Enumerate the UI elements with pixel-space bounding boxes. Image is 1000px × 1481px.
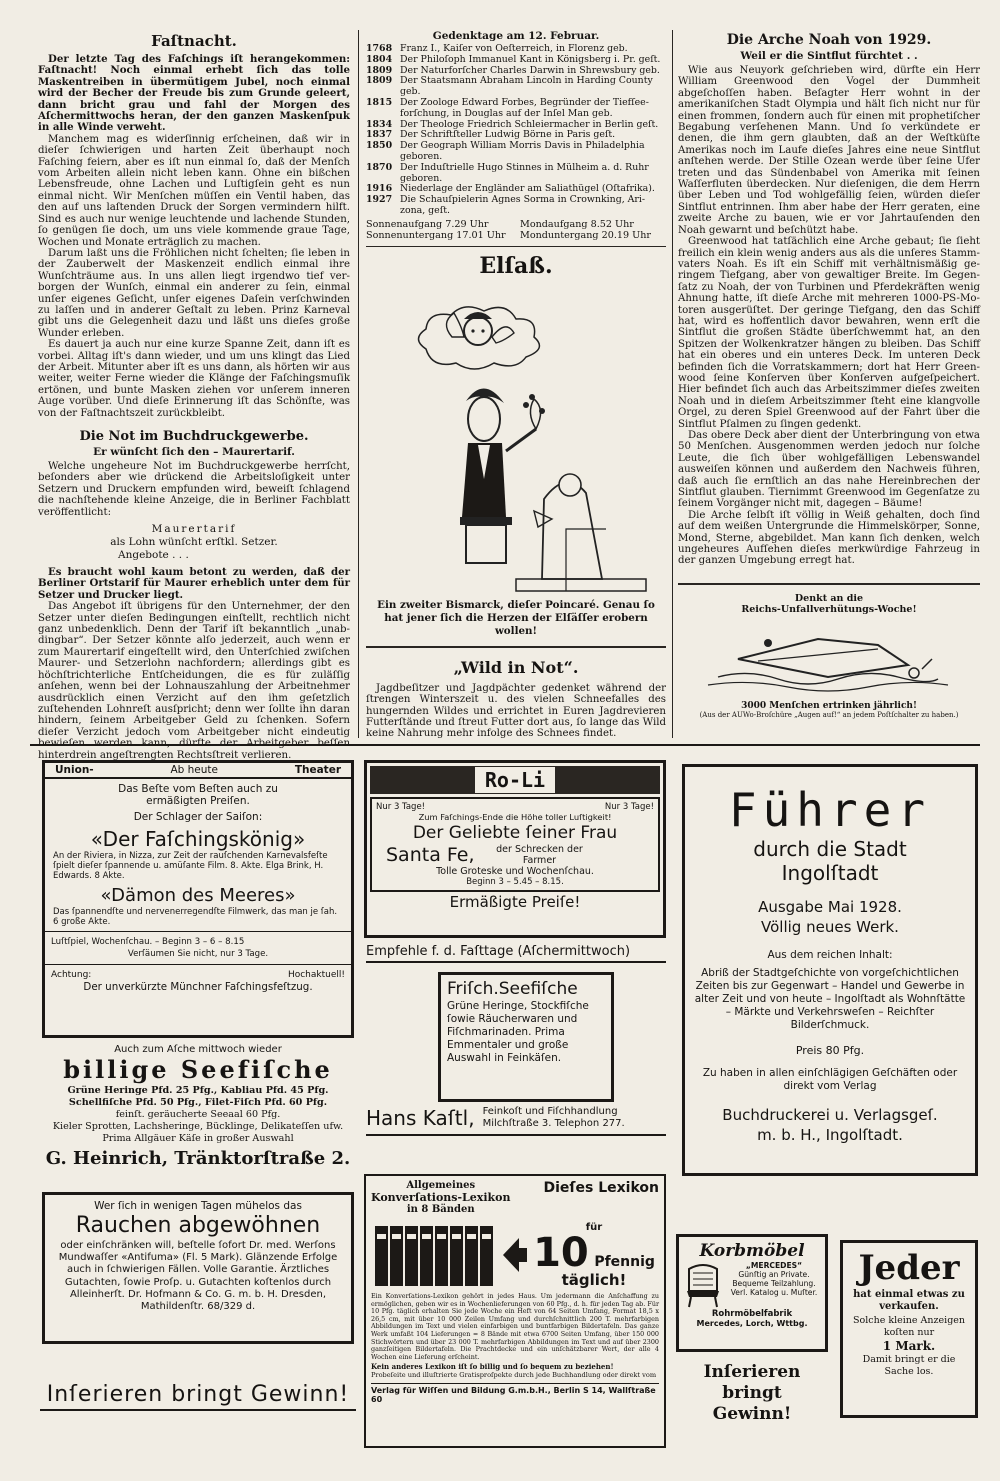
- union-film-title: «Dämon des Meeres»: [100, 885, 296, 906]
- roli-inner: [370, 797, 660, 892]
- article-title-arche: Die Arche Noah von 1929.: [726, 32, 932, 48]
- sunrise-time: Sonnenaufgang 7.29 Uhr: [366, 218, 489, 230]
- gedenktag-text: Der Schriftſteller Ludwig Börne in Paris geſt.: [400, 129, 616, 141]
- gedenktag-row: [366, 55, 666, 66]
- cartoon-caption: Ein zweiter Bismarck, dieſer Poincaré. Genau ſo hat jener ſich die Herzen der Elſäſſer erobern wollen!: [377, 598, 655, 637]
- ad-heinrich: [40, 1044, 356, 1171]
- ad-ro-li: [364, 760, 666, 938]
- union-line: Das Beſte vom Beſten auch zu: [118, 783, 278, 795]
- ad-inserieren-small: [676, 1362, 828, 1425]
- union-film-desc: Das ſpannendſte und nervenerregendſte Filmwerk, das man je ſah. 6 große Akte.: [53, 907, 338, 927]
- gedenktag-year: 1850: [366, 140, 393, 152]
- paragraph: Das obere Deck aber dient der Unterbringung von etwa 50 Menſchen. Ausgenommen werden jedoch nur ſolche Leute, die ſich über wohlgefälligen Lebenswandel ausweiſen können und außerdem den Nachweis führen, daß auch ſie ernſtlich an das nahe Hereinbrechen der Sintflut glauben. Tiernimmt Greenwood im Gegenſatze zu ſeinem Vorgänger nicht mit, dagegen – Bäume!: [678, 430, 980, 510]
- gedenktag-row: [366, 195, 666, 217]
- fuehrer-line: Ausgabe Mai 1928.: [758, 898, 902, 916]
- roli-days: Nur 3 Tage!: [604, 802, 654, 812]
- union-header-right: Theater: [294, 764, 341, 776]
- union-line: ermäßigten Preiſen.: [146, 795, 250, 807]
- gedenktag-text: Der Philoſoph Immanuel Kant in Königsberg i. Pr. geſt.: [400, 53, 661, 65]
- unfallwoche-head: [678, 593, 980, 615]
- gedenktag-text: Der Zoologe Edward Forbes, Begründer der Tiefſeeforſchung, in Douglas auf der Inſel Man geb.: [400, 96, 649, 119]
- inserieren-line: Gewinn!: [712, 1404, 792, 1424]
- roli-tagline: Zum Faſchings-Ende die Höhe toller Luſtigkeit!: [418, 812, 612, 822]
- fuehrer-line: durch die Stadt: [753, 837, 907, 861]
- jeder-line: Solche kleine Anzeigen: [852, 1315, 966, 1326]
- gedenktag-text: Der Theologe Friedrich Schleiermacher in Berlin geſt.: [400, 118, 659, 130]
- gedenktag-text: Der Staatsmann Abraham Lincoln in Harding County geb.: [400, 75, 653, 98]
- quoted-ad: [38, 523, 350, 562]
- ad-seefische: [438, 972, 614, 1102]
- roli-title: Ro-Li: [475, 767, 555, 793]
- drowning-illustration: [678, 619, 980, 699]
- roli-days: Nur 3 Tage!: [376, 802, 426, 812]
- union-header: [45, 763, 351, 779]
- roli-line: Beginn 3 – 5.45 – 8.15.: [466, 877, 564, 887]
- korb-line: Mercedes, Lorch, Wttbg.: [696, 1319, 808, 1328]
- union-line: Hochaktuell!: [287, 970, 345, 980]
- jeder-line: verkaufen.: [879, 1301, 939, 1312]
- lexikon-for: für: [585, 1221, 603, 1233]
- heinrich-signature: G. Heinrich, Tränktorſtraße 2.: [45, 1148, 351, 1169]
- gedenktag-row: [366, 98, 666, 120]
- union-line: Der Schlager der Saiſon:: [133, 811, 263, 823]
- heinrich-line: Prima Allgäuer Käſe in großer Auswahl: [102, 1133, 294, 1144]
- lexikon-text: Probeſeite und illuſtrierte Gratisproſpekte durch jede Buchhandlung oder direkt vom: [371, 1371, 657, 1380]
- paragraph: Die Arche ſelbſt iſt völlig in Weiß gehalten, doch ſind auf dem weißen Untergrunde die Himmelskörper, Sonne, Mond, Sterne, abgebildet. Man kann ſich denken, welch ungeheures Aufſehen dieſes merkwürdige Fahrzeug in der ganzen Umgebung erregt hat.: [678, 509, 980, 567]
- seefische-title: Friſch.Seefiſche: [447, 979, 578, 999]
- lexikon-head: Konverſations-Lexikon: [371, 1191, 511, 1204]
- jeder-line: Sache los.: [884, 1366, 934, 1377]
- arrow-icon: [501, 1230, 529, 1280]
- column-divider: [672, 30, 673, 738]
- fuehrer-contents: Abriß der Stadtgeſchichte von vorgeſchichtlichen Zeiten bis zur Gegenwart – Handel und Gewerbe in alter Zeit und von heute – Ingolſtadt als Wohnſtätte – Märkte und Verkehrsweſen – Reichſter Bilderſchmuck.: [694, 967, 966, 1031]
- jeder-line: hat einmal etwas zu: [853, 1289, 965, 1300]
- quoted-ad-line: Maurertarif: [151, 523, 237, 536]
- jeder-line: koſten nur: [883, 1327, 935, 1338]
- gedenktag-year: 1768: [366, 43, 393, 54]
- union-line: Verſäumen Sie nicht, nur 3 Tage.: [127, 949, 269, 959]
- chair-icon: [683, 1261, 723, 1309]
- gedenktag-year: 1809: [366, 75, 393, 87]
- gedenktag-text: Der Induſtrielle Hugo Stinnes in Mülheim a. d. Ruhr geboren.: [400, 161, 649, 184]
- paragraph: Welche ungeheure Not im Buchdruckgewerbe herrſcht, beſonders aber wie drückend die Arbeitsloſigkeit unter Setzern und Druckern empfunden wird, beweiſt ſchlagend die nachſtehende kleine Anzeige, die in Berliner Fachblatt veröffentlicht:: [38, 461, 350, 518]
- union-header-mid: Ab heute: [170, 764, 219, 776]
- union-header-left: Union-: [55, 764, 94, 776]
- fuehrer-line: Aus dem reichen Inhalt:: [767, 949, 893, 961]
- lexikon-publisher: Verlag für Wiſſen und Bildung G.m.b.H., Berlin S 14, Wallſtraße 60: [371, 1383, 659, 1404]
- lexikon-head: in 8 Bänden: [406, 1204, 475, 1215]
- gedenktag-year: 1870: [366, 161, 393, 173]
- roli-prices: Ermäßigte Preiſe!: [449, 893, 581, 911]
- union-film-desc: An der Riviera, in Nizza, zur Zeit der rauſchenden Karnevalsfeſte ſpielt dieſer ſpannende u. amüſante Film. 8. Akte. Elga Brink, H. Edwards. 8 Akte.: [53, 851, 328, 881]
- jeder-line: Damit bringt er die: [862, 1354, 956, 1365]
- heinrich-line: Kieler Sprotten, Lachsheringe, Bücklinge, Delikateſſen ufw.: [52, 1121, 344, 1132]
- union-body: [45, 779, 351, 993]
- heinrich-line: Auch zum Aſche mittwoch wieder: [114, 1044, 282, 1055]
- rauchen-line: Wer ſich in wenigen Tagen mühelos das: [94, 1200, 302, 1212]
- paragraph: Jagdbeſitzer und Jagdpächter gedenket während der ſtrengen Winterszeit u. des vielen Schneefalles des hungernden Wildes und errichtet in Euren Jagdrevieren Futterſtände und ſtreut Futter dort aus, ſo lange das Wild keine Nahrung mehr infolge des Schnees findet.: [366, 682, 666, 740]
- korb-line: Verl. Katalog u. Muſter.: [730, 1288, 818, 1297]
- cartoon-illustration: [366, 279, 666, 599]
- fuehrer-publisher: m. b. H., Ingolſtadt.: [757, 1126, 903, 1144]
- column-2: [366, 30, 666, 740]
- paragraph: Wie aus Neuyork geſchrieben wird, dürfte ein Herr William Greenwood den Vogel der Dummheit abgeſchoſſen haben. Beſagter Herr wohnt in der amerikaniſchen Stadt Olympia und hält ſich nicht nur für einen frommen, ſondern auch für einen mit prophetiſcher Begabung verſehenen Mann. Und ſo verkündete er denen, die ihm gern glaubten, daß an der Weſtküſte Amerikas noch im Laufe dieſes Jahres eine neue Sintflut anſtehen werde. Der Stille Ozean werde über ſeine Ufer treten und das Sündenbabel von Amerika mit ſeinen Waſſerfluten überdecken. Nur dieſenigen, die dem Herrn über Leben und Tod wohlgefällig ſeien, würden dieſer Sintflut entrinnen. Ihm aber habe der Herr geraten, eine zweite Arche zu bauen, wie er vor Jahrtauſenden den Noah gewarnt und beſchützt habe.: [678, 65, 980, 236]
- korb-brand: „MERCEDES“: [745, 1261, 803, 1270]
- korb-logo: Korbmöbel: [699, 1241, 805, 1261]
- gedenktag-row: [366, 163, 666, 185]
- fuehrer-line: Völlig neues Werk.: [761, 918, 899, 936]
- roli-film-title: Der Geliebte ſeiner Frau: [412, 823, 618, 843]
- article-body-fastnacht: [38, 54, 350, 419]
- union-line: Achtung:: [51, 970, 92, 980]
- korb-line: Bequeme Teilzahlung.: [732, 1279, 816, 1288]
- gedenktag-text: Franz I., Kaiſer von Oeſterreich, in Florenz geb.: [400, 43, 628, 54]
- moonrise-time: Mondaufgang 8.52 Uhr: [520, 218, 634, 230]
- rauchen-headline: Rauchen abgewöhnen: [75, 1213, 321, 1238]
- paragraph: Das Angebot iſt übrigens für den Unternehmer, der den Setzer unter dieſen Bedingungen einſtellt, rechtlich nicht ganz unbedenklich. Denn der Tarif iſt bekanntlich „unabdingbar“. Der Setzer könnte alſo jederzeit, auch wenn er zum Maurertarif eingeſtellt wird, den Unterſchied zwiſchen Maurer- und Setzerlohn nachfordern; allerdings gibt es höchſtrichterliche Entſcheidungen, die es für zuläſſig anſehen, wenn bei der Lohnauszahlung der Arbeitnehmer ausdrücklich einen Verzicht auf den ihm geſetzlich zuſtehenden Lohnreſt ausſpricht; denn wer ſollte ihn daran hindern, ſeinem Arbeitgeber Geld zu ſchenken. Sofern dieſer Verzicht jedoch vom Arbeitgeber nicht eindeutig hinterdrein angeſtrengten Rechtsſtreit verlieren.: [38, 601, 350, 761]
- unfallwoche-foot: 3000 Menſchen ertrinken jährlich!: [741, 700, 917, 711]
- heinrich-line: Schellfiſche Pfd. 50 Pfg., Filet-Fiſch Pfd. 60 Pfg.: [68, 1097, 328, 1108]
- heinrich-headline: billige Seefiſche: [63, 1055, 333, 1084]
- korb-line: Günſtig an Private.: [738, 1270, 810, 1279]
- ad-lexikon: [364, 1174, 666, 1448]
- lexikon-head: Allgemeines: [406, 1180, 476, 1191]
- lexikon-price-number: 10: [533, 1229, 589, 1276]
- article-title-buchdruck: Die Not im Buchdruckgewerbe.: [79, 429, 309, 444]
- column-divider: [358, 30, 359, 738]
- fuehrer-title: Führer: [728, 783, 932, 837]
- section-divider: [30, 744, 980, 746]
- ad-kastl: [366, 1106, 666, 1136]
- fuehrer-publisher: Buchdruckerei u. Verlagsgeſ.: [722, 1106, 938, 1124]
- inserieren-line: bringt: [722, 1383, 782, 1403]
- paragraph: Es dauert ja auch nur eine kurze Spanne Zeit, dann iſt es vorbei. Alltag iſt's dann wieder, und um uns klingt das Lied der Arbeit. Mitunter aber iſt es uns dann, als hörten wir aus weiter, weiter Ferne wieder die Klänge der Faſchingsmuſik ertönen, und bunte Masken ziehen vor unſerem inneren Auge vorüber. Und dieſe Erinnerung iſt das Schönſte, was von der Faſtnachtszeit zurückbleibt.: [38, 339, 350, 419]
- ad-jeder: [840, 1240, 978, 1418]
- paragraph: Darum laßt uns die Fröhlichen nicht ſchelten; ſie leben in der Zauberwelt der Maskenzeit endlich einmal ihre Wunſchträume aus. In uns allen liegt irgendwo tief verborgen der Wunſch, einmal ein anderer zu ſein, einmal unſer eigenes Geſicht, unſer eigenes Daſein verſchwinden zu laſſen und in anderer Geſtalt zu leben. Prinz Karneval gibt uns die Gelegenheit dazu und läßt uns dieſes große Wunder erleben.: [38, 247, 350, 339]
- unfallwoche-foot-note: (Aus der AUWo-Broſchüre „Augen auf!“ an jedem Poſtſchalter zu haben.): [699, 710, 959, 719]
- moonset-time: Monduntergang 20.19 Uhr: [520, 229, 651, 241]
- union-line: Luſtſpiel, Wochenſchau. – Beginn 3 – 6 – 8.15: [51, 937, 245, 947]
- gedenktag-year: 1927: [366, 194, 393, 206]
- roli-film-desc: der Schrecken der Farmer: [496, 844, 583, 866]
- paragraph: Greenwood hat tatſächlich eine Arche gebaut; ſie ſieht freilich ein klein wenig anders aus als die unſeres Stammvaters Noah. Es iſt ein Schiff mit verhältnismäßig geringem Tiefgang, aber von gewaltiger Breite. Im Gegenſatz zu Noah, der von Turbinen und Pferdekräften wenig Ahnung hatte, iſt dieſe Arche mit mehreren 1000-PS-Motoren ausgerüſtet. Der geringe Tiefgang, den das Schiff hat, wird es hoffentlich davor bewahren, wenn erſt die Sintflut die großen Städte überſchwemmt hat, an den Spitzen der Wolkenkratzer hängen zu bleiben. Das Schiff hat ein oberes und ein unteres Deck. Im unteren Deck befinden ſich die Vorratskammern; dort hat Herr Greenwood ſeine Konſerven über Konſerven aufgeſpeichert. Hier befindet ſich auch das Arbeitszimmer dieſes zweiten Noah und in dieſem Arbeitszimmer ſteht eine klangvolle Orgel, zu deren Spiel Greenwood auf der Fahrt über die Sintflut Pſalmen zu ſingen gedenkt.: [678, 236, 980, 430]
- gedenktag-year: 1804: [366, 53, 393, 65]
- inserieren-line: Inſerieren: [703, 1362, 801, 1382]
- gedenktag-text: Niederlage der Engländer am Saliathügel (Oſtafrika).: [400, 183, 655, 195]
- paragraph: Manchem mag es widerſinnig erſcheinen, daß wir in dieſer ſchwierigen und harten Zeit überhaupt noch Faſching feiern, aber es iſt nun einmal ſo, daß der Menſch vom Arbeiten allein nicht leben kann. Ohne ein bißchen Lebensfreude, ohne Lachen und Luſtigſein geht es nun einmal nicht. Wir Menſchen müſſen ein Ventil haben, das den auf uns laſtenden Druck der Sorgen vermindern hilft. Sind es auch nur wenige leuchtende und lachende Stunden, ſo genügen ſie doch, um uns viele kommende graue Tage, Wochen und Monate erträglich zu machen.: [38, 133, 350, 248]
- rauchen-text: oder einſchränken will, beſtelle ſofort Dr. med. Werſons Mundwaſſer «Antifuma» (Fl. 5 Mark). Glänzende Erfolge auch in ſchwierigen Fällen. Volle Garantie. Ärztliches Gutachten, ſowie Proſp. u. Gutachten koſtenlos durch Alleinherſt. Dr. Hofmann & Co. G. m. b. H. Dresden, Mathildenſtr. 68/329 d.: [58, 1240, 338, 1313]
- article-body-buchdruck: [38, 461, 350, 761]
- lexikon-this: Dieſes Lexikon: [543, 1180, 659, 1196]
- seefische-text: Grüne Heringe, Stockfiſche ſowie Räucherwaren und Fiſchmarinaden. Prima Emmentaler und große Auswahl in Feinkäſen.: [447, 1000, 589, 1064]
- wild-in-not-body: [366, 683, 666, 740]
- jeder-headline: Jeder: [858, 1248, 960, 1288]
- gedenktag-year: 1837: [366, 129, 393, 141]
- union-line: Der unverkürzte Münchner Faſchingsfeſtzug.: [83, 981, 313, 993]
- paragraph: Der letzte Tag des Faſchings iſt herangekommen: Faſtnacht! Noch einmal erhebt ſich das tolle Maskentreiben in übermütigem Jubel, noch einmal wird der Becher der Freude bis zum Grunde geleert, dann bricht grau und fahl der Morgen des Aſchermittwochs heran, der den ganzen Maskenſpuk in alle Winde verweht.: [38, 53, 350, 134]
- kastl-line: Milchſtraße 3. Telephon 277.: [482, 1118, 625, 1129]
- gedenktag-text: Der Naturforſcher Charles Darwin in Shrewsbury geb.: [400, 64, 660, 76]
- gedenktag-row: [366, 141, 666, 163]
- lexikon-text: Ein Konverſations-Lexikon gehört in jedes Haus. Um jedermann die Anſchaffung zu ermöglichen, geben wir es in Wochenlieferungen von 60 Pfg., d. h. für jeden Tag ab. Für 10 Pfg. täglich erhalten Sie jede Woche ein Heft von 64 Seiten Umfang, Format 18,5 x 26,5 cm, mit über 10 000 Zeilen Umfang und durchſchnittlich 200 T. mehrfarbigen Abbildungen im Text und vielen einfarbigen und buntfarbigen Bildertafeln. Das ganze Werk umfaßt 104 Lieferungen = 8 Bände mit etwa 6700 Seiten Umfang, über 150 000 Stichwörtern und über 23 000 T. mehrfarbigen Abbildungen im Text und auf über 2300 ganzſeitigen Bildertafeln. Die Prachtdecke und ein unſchätzbarer Wert, der alle 4 Wochen eine Lieferung erſcheint.: [371, 1292, 659, 1361]
- gedenktage-title: Gedenktage am 12. Februar.: [432, 30, 600, 42]
- gedenktag-year: 1834: [366, 118, 393, 130]
- sunset-time: Sonnenuntergang 17.01 Uhr: [366, 229, 506, 241]
- ad-korbmoebel: [676, 1234, 828, 1352]
- ad-rauchen: [42, 1192, 354, 1344]
- article-title-fastnacht: Faſtnacht.: [151, 32, 237, 50]
- fuehrer-line: Ingolſtadt: [781, 861, 879, 885]
- column-3: [678, 32, 980, 719]
- gedenktag-text: Die Schauſpielerin Agnes Sorma in Crownking, Arizona, geſt.: [400, 194, 646, 216]
- union-film-title: «Der Faſchingskönig»: [90, 827, 306, 851]
- wild-in-not-title: „Wild in Not“.: [453, 657, 579, 677]
- gedenktag-row: [366, 76, 666, 98]
- ad-fuehrer: [682, 764, 978, 1176]
- fuehrer-price: Preis 80 Pfg.: [795, 1044, 865, 1057]
- kastl-name: Hans Kaſtl,: [366, 1106, 475, 1130]
- roli-title-band: [370, 766, 660, 794]
- gedenktag-year: 1916: [366, 183, 393, 195]
- heinrich-line: feinſt. geräucherte Seeaal 60 Pfg.: [115, 1109, 281, 1120]
- roli-line: Tolle Groteske und Wochenſchau.: [436, 866, 594, 877]
- kastl-line: Feinkoſt und Fiſchhandlung: [482, 1106, 618, 1117]
- ad-fasttage: Empfehle f. d. Faſttage (Aſchermittwoch): [366, 944, 666, 963]
- korb-line: Rohrmöbelfabrik: [711, 1309, 793, 1319]
- article-subtitle-arche: Weil er die Sintflut fürchtet . .: [740, 50, 918, 62]
- ad-union-theater: [42, 760, 354, 1038]
- article-body-arche: [678, 65, 980, 567]
- lexikon-price-unit: Pfennig: [594, 1253, 655, 1270]
- column-1: [38, 32, 350, 761]
- cartoon-title: Elſaß.: [479, 252, 553, 279]
- unfallwoche-head-line: Denkt an die: [794, 592, 864, 604]
- gedenktag-year: 1815: [366, 96, 393, 108]
- sun-moon-table: [366, 219, 666, 241]
- gedenktage-list: [366, 44, 666, 217]
- article-subtitle-buchdruck: Er wünſcht ſich den – Maurertarif.: [93, 446, 295, 458]
- gedenktag-year: 1809: [366, 64, 393, 76]
- gedenktag-text: Der Geograph William Morris Davis in Philadelphia geboren.: [400, 140, 645, 162]
- paragraph: Es braucht wohl kaum betont zu werden, daß der Berliner Ortstarif für Maurer erheblich unter dem für Setzer und Drucker liegt.: [38, 566, 350, 601]
- unfallwoche-head-line: Reichs-Unfallverhütungs-Woche!: [741, 603, 917, 615]
- fuehrer-line: Zu haben in allen einſchlägigen Geſchäften oder direkt vom Verlag: [702, 1067, 958, 1092]
- ad-inserieren-footer: Inſerieren bringt Gewinn!: [40, 1382, 356, 1411]
- quoted-ad-line: als Lohn wünſcht erſtkl. Setzer.: [110, 536, 278, 549]
- quoted-ad-line: Angebote . . .: [118, 549, 189, 562]
- roli-film-title: Santa Fe,: [386, 844, 475, 866]
- books-illustration: [371, 1220, 501, 1290]
- lexikon-text: Kein anderes Lexikon iſt ſo billig und ſo bequem zu beziehen!: [371, 1362, 614, 1372]
- lexikon-daily: täglich!: [561, 1270, 627, 1289]
- jeder-price: 1 Mark.: [882, 1339, 936, 1353]
- heinrich-line: Grüne Heringe Pfd. 25 Pfg., Kabliau Pfd. 45 Pfg.: [67, 1085, 329, 1096]
